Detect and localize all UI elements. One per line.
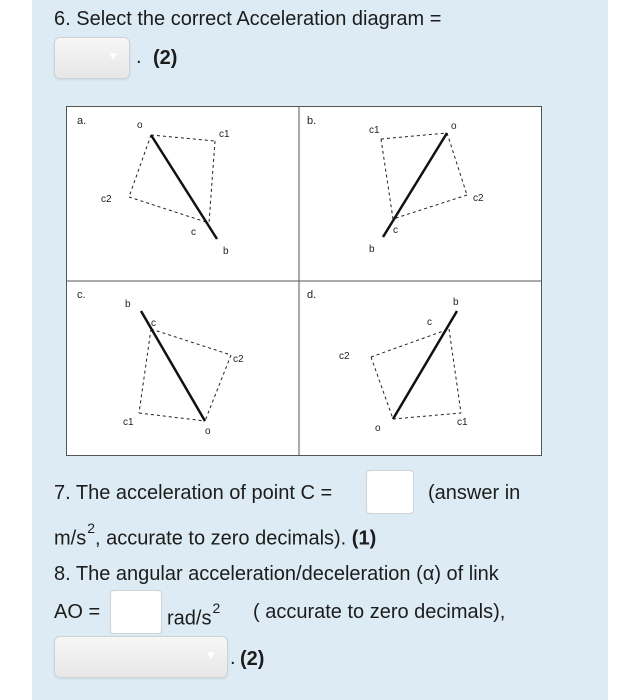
diagram-b-line-c2-c xyxy=(393,195,467,219)
diagram-a-line-c2-c xyxy=(129,197,209,223)
diagram-a-point-c: c xyxy=(191,227,196,238)
q6-text: 6. Select the correct Acceleration diagram = xyxy=(54,8,442,30)
diagram-b-line-o-c2 xyxy=(447,133,467,195)
q8-unit: rad/s xyxy=(167,607,212,630)
diagram-c-point-c1: c1 xyxy=(123,417,134,428)
diagram-b-label: b. xyxy=(307,115,317,127)
chevron-down-icon: ▼ xyxy=(205,648,217,662)
diagram-grid xyxy=(67,107,541,455)
diagram-a-point-c2: c2 xyxy=(101,194,112,205)
q8-exponent: 2 xyxy=(212,600,221,616)
q7-marks: (1) xyxy=(351,527,377,550)
diagram-a xyxy=(77,115,230,257)
diagram-a-point-c1: c1 xyxy=(219,129,230,140)
diagram-d-line-o-b xyxy=(393,311,457,419)
q7-suffix: , accurate to zero decimals). xyxy=(95,527,347,550)
diagram-b-point-c1: c1 xyxy=(369,125,380,136)
q7-text: 7. The acceleration of point C = xyxy=(54,482,333,504)
diagram-c-point-c: c xyxy=(151,318,156,329)
diagram-d-line-o-c1 xyxy=(393,413,461,419)
diagram-a-line-c1-c xyxy=(209,141,215,223)
diagram-b-line-c1-c xyxy=(381,139,393,219)
diagram-d-label: d. xyxy=(307,289,317,301)
diagram-b xyxy=(307,115,484,255)
q8-dot: . xyxy=(230,647,236,669)
diagram-a-label: a. xyxy=(77,115,87,127)
diagram-b-point-c: c xyxy=(393,225,398,236)
diagram-a-point-o: o xyxy=(137,120,143,131)
q8-suffix: ( accurate to zero decimals), xyxy=(253,601,506,623)
diagram-a-line-o-c1 xyxy=(151,135,215,141)
q8-direction-select[interactable] xyxy=(54,636,228,678)
q7-unit: m/s xyxy=(54,527,87,550)
diagram-d xyxy=(307,289,468,434)
diagram-c-label: c. xyxy=(77,289,86,301)
diagram-b-point-c2: c2 xyxy=(473,193,484,204)
diagram-a-point-b: b xyxy=(223,246,229,257)
q8-text: 8. The angular acceleration/deceleration (α) of link xyxy=(54,563,499,585)
diagram-c-point-c2: c2 xyxy=(233,354,244,365)
q8-link-label: AO = xyxy=(54,601,101,623)
diagram-c-point-o: o xyxy=(205,426,211,437)
q7-exponent: 2 xyxy=(87,520,96,536)
diagram-d-point-c1: c1 xyxy=(457,417,468,428)
q7-unit-line xyxy=(54,520,376,551)
q6-dot: . xyxy=(136,46,142,68)
q8-angular-input[interactable] xyxy=(110,590,162,634)
diagram-d-point-c2: c2 xyxy=(339,351,350,362)
diagram-c xyxy=(77,289,244,437)
q8-marks: (2) xyxy=(240,648,265,670)
diagram-b-line-o-b xyxy=(383,133,447,237)
diagram-c-line-c2-o xyxy=(205,355,231,421)
diagram-d-point-o: o xyxy=(375,423,381,434)
diagram-d-line-c-c1 xyxy=(449,329,461,413)
diagram-d-line-c2-o xyxy=(371,357,393,419)
diagram-d-point-c: c xyxy=(427,317,432,328)
diagram-a-line-o-c2 xyxy=(129,135,151,197)
q7-text-after: (answer in xyxy=(428,482,521,504)
diagram-d-point-b: b xyxy=(453,297,459,308)
diagram-b-point-b: b xyxy=(369,244,375,255)
chevron-down-icon: ▼ xyxy=(107,49,119,63)
q7-acceleration-input[interactable] xyxy=(366,470,414,514)
q6-marks: (2) xyxy=(153,47,178,69)
diagram-b-line-c1-o xyxy=(381,133,447,139)
diagram-a-line-o-b xyxy=(151,135,217,239)
diagram-b-point-o: o xyxy=(451,121,457,132)
acceleration-diagrams-figure xyxy=(66,106,542,456)
diagram-c-line-c-c1 xyxy=(139,329,151,413)
diagram-c-point-b: b xyxy=(125,299,131,310)
q8-unit-line xyxy=(167,600,220,631)
diagram-c-line-c1-o xyxy=(139,413,205,421)
q6-diagram-select[interactable] xyxy=(54,37,130,79)
